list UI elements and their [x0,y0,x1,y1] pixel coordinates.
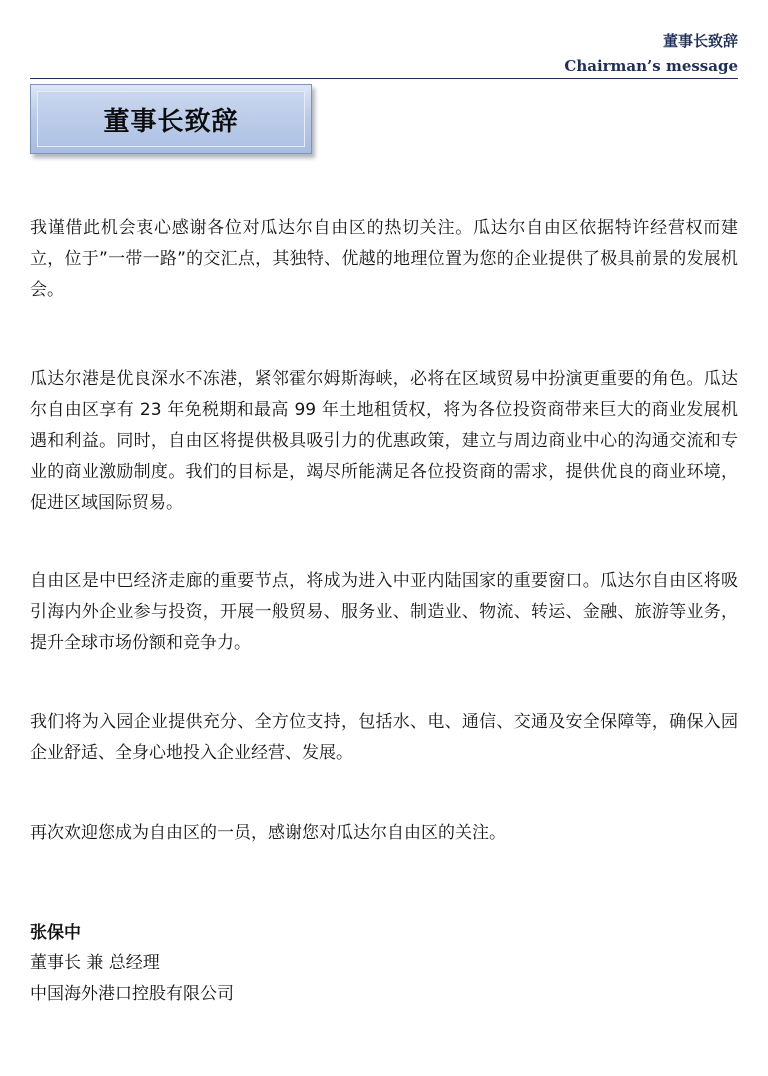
header-title-cn: 董事长致辞 [662,32,738,50]
header-title-en: Chairman’s message [564,57,738,75]
paragraph-welcome: 再次欢迎您成为自由区的一员，感谢您对瓜达尔自由区的关注。 [30,823,506,843]
paragraph-corridor: 自由区是中巴经济走廊的重要节点，将成为进入中亚内陆国家的重要窗口。瓜达尔自由区将吸引海内外企业参与投资，开展一般贸易、服务业、制造业、物流、转运、金融、旅游等业务，提升全球市场份额和竞争力。 [30,571,738,653]
page-title: 董事长致辞 [103,106,239,137]
signature-title: 董事长 兼 总经理 [30,953,160,973]
paragraph-port: 瓜达尔港是优良深水不冻港，紧邻霍尔姆斯海峡，必将在区域贸易中扮演更重要的角色。瓜达尔自由区享有 23 年免税期和最高 99 年土地租赁权，将为各位投资商带来巨大的商业发展机遇和利益。同时，自由区将提供极具吸引力的优惠政策，建立与周边商业中心的沟通交流和专业的商业激励制度。我们的目标是，竭尽所能满足各位投资商的需求，提供优良的商业环境，促进区域国际贸易。 [30,369,738,513]
header-divider [30,78,738,79]
paragraph-support: 我们将为入园企业提供充分、全方位支持，包括水、电、通信、交通及安全保障等，确保入园企业舒适、全身心地投入企业经营、发展。 [30,712,738,763]
paragraph-intro: 我谨借此机会衷心感谢各位对瓜达尔自由区的热切关注。瓜达尔自由区依据特许经营权而建立，位于”一带一路”的交汇点，其独特、优越的地理位置为您的企业提供了极具前景的发展机会。 [30,218,738,300]
signature-name: 张保中 [30,923,81,943]
signature-company: 中国海外港口控股有限公司 [30,984,234,1004]
title-banner [30,84,312,154]
